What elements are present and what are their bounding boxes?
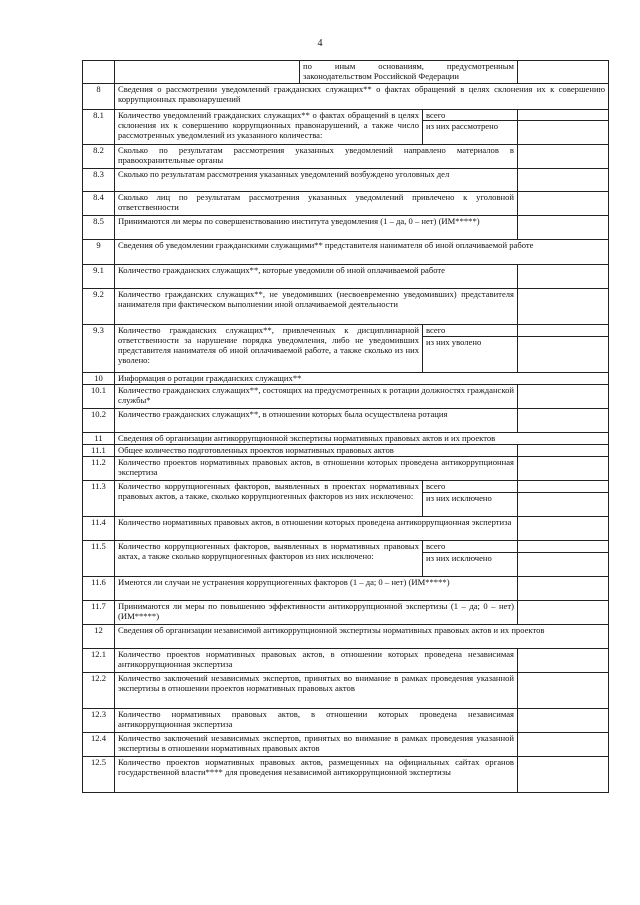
table-row: [83, 289, 609, 325]
sub-label: из них уволено: [423, 337, 518, 373]
row-text: Количество проектов нормативных правовых актов, в отношении которых проведена независимая антикоррупционная экспертиза: [115, 649, 518, 673]
value-cell[interactable]: [518, 481, 609, 493]
row-number: 12.5: [83, 757, 115, 793]
row-text: Количество нормативных правовых актов, в отношении которых проведена независимая антикоррупционная экспертиза: [115, 709, 518, 733]
row-number: 11.3: [83, 481, 115, 517]
row-text: Количество нормативных правовых актов, в отношении которых проведена антикоррупционная экспертиза: [115, 517, 518, 541]
table-row: [83, 409, 609, 433]
table-row: [83, 325, 609, 337]
row-number: 11.2: [83, 457, 115, 481]
row-text: Количество проектов нормативных правовых актов, в отношении которых проведена антикоррупционная экспертиза: [115, 457, 518, 481]
row-number: 12.4: [83, 733, 115, 757]
section-title: Сведения об уведомлении гражданскими служащими** представителя нанимателя об иной оплачиваемой работе: [115, 240, 609, 265]
row-number: 8.3: [83, 169, 115, 192]
row-number: 9.3: [83, 325, 115, 373]
value-cell[interactable]: [518, 121, 609, 145]
section-title: Сведения о рассмотрении уведомлений гражданских служащих** о фактах обращений в целях склонения их к совершению коррупционных правонарушений: [115, 84, 609, 110]
value-cell[interactable]: [518, 517, 609, 541]
row-text: Количество гражданских служащих**, привлеченных к дисциплинарной ответственности за нарушение порядка уведомления, либо не уведомивших представителя нанимателя об иной оплачиваемой работе, а также сколько из них уволено:: [115, 325, 423, 373]
value-cell[interactable]: [518, 601, 609, 625]
sub-label: из них рассмотрено: [423, 121, 518, 145]
section-header-row: [83, 433, 609, 445]
row-text: Имеются ли случаи не устранения коррупциогенных факторов (1 – да; 0 – нет) (ИМ*****): [115, 577, 518, 601]
row-text: Количество заключений независимых экспертов, принятых во внимание в рамках проведения указанной экспертизы в отношении проектов нормативных правовых актов: [115, 673, 518, 709]
table-row: [83, 649, 609, 673]
value-cell[interactable]: [518, 709, 609, 733]
table-row: [83, 110, 609, 121]
sub-label: из них исключено: [423, 493, 518, 517]
row-text: Количество гражданских служащих**, не уведомивших (несвоевременно уведомивших) представителя нанимателя при фактическом выполнении иной оплачиваемой деятельности: [115, 289, 518, 325]
table-row-continuation: [83, 61, 609, 84]
table-row: [83, 445, 609, 457]
row-number: 11.5: [83, 541, 115, 577]
value-cell[interactable]: [518, 445, 609, 457]
value-cell[interactable]: [518, 192, 609, 216]
table-row: [83, 169, 609, 192]
value-cell[interactable]: [518, 289, 609, 325]
row-text: Количество гражданских служащих**, состоящих на предусмотренных к ротации должностях гражданской службы*: [115, 385, 518, 409]
row-text: Принимаются ли меры по совершенствованию института уведомления (1 – да, 0 – нет) (ИМ*****): [115, 216, 518, 240]
section-header-row: [83, 373, 609, 385]
row-text: Сколько лиц по результатам рассмотрения указанных уведомлений привлечено к уголовной ответственности: [115, 192, 518, 216]
value-cell[interactable]: [518, 409, 609, 433]
sub-label: всего: [423, 481, 518, 493]
row-number: 11: [83, 433, 115, 445]
row-number: 10: [83, 373, 115, 385]
row-number: 8: [83, 84, 115, 110]
row-number: 11.4: [83, 517, 115, 541]
table-row: [83, 457, 609, 481]
row-number: 8.2: [83, 145, 115, 169]
value-cell[interactable]: [518, 169, 609, 192]
table-row: [83, 757, 609, 793]
table-row: [83, 601, 609, 625]
row-text: Количество гражданских служащих**, которые уведомили об иной оплачиваемой работе: [115, 265, 518, 289]
section-header-row: [83, 240, 609, 265]
value-cell[interactable]: [518, 110, 609, 121]
section-title: Сведения об организации антикоррупционной экспертизы нормативных правовых актов и их проектов: [115, 433, 609, 445]
value-cell[interactable]: [518, 216, 609, 240]
sub-label: всего: [423, 325, 518, 337]
text-cell-empty: [115, 61, 300, 84]
row-number: 11.6: [83, 577, 115, 601]
table-row: [83, 709, 609, 733]
value-cell[interactable]: [518, 673, 609, 709]
row-number: 12: [83, 625, 115, 649]
row-text: Количество уведомлений гражданских служащих** о фактах обращений в целях склонения их к совершению коррупционных правонарушений, а также число рассмотренных уведомлений из указанного количества:: [115, 110, 423, 145]
row-number: 11.1: [83, 445, 115, 457]
table-row: [83, 733, 609, 757]
value-cell[interactable]: [518, 145, 609, 169]
sub-label: всего: [423, 110, 518, 121]
section-header-row: [83, 625, 609, 649]
row-text: Принимаются ли меры по повышению эффективности антикоррупционной экспертизы (1 – да; 0 – нет) (ИМ*****): [115, 601, 518, 625]
section-header-row: [83, 84, 609, 110]
value-cell[interactable]: [518, 541, 609, 553]
value-cell[interactable]: [518, 385, 609, 409]
value-cell[interactable]: [518, 493, 609, 517]
table-row: [83, 265, 609, 289]
continuation-text: по иным основаниям, предусмотренным законодательством Российской Федерации: [300, 61, 518, 84]
table-row: [83, 385, 609, 409]
table-row: [83, 673, 609, 709]
table-row: [83, 577, 609, 601]
value-cell[interactable]: [518, 577, 609, 601]
row-text: Общее количество подготовленных проектов нормативных правовых актов: [115, 445, 518, 457]
value-cell[interactable]: [518, 337, 609, 373]
sub-label: всего: [423, 541, 518, 553]
value-cell[interactable]: [518, 757, 609, 793]
value-cell[interactable]: [518, 457, 609, 481]
row-text: Сколько по результатам рассмотрения указанных уведомлений возбуждено уголовных дел: [115, 169, 518, 192]
section-title: Информация о ротации гражданских служащих**: [115, 373, 609, 385]
report-table: [82, 60, 609, 793]
value-cell[interactable]: [518, 265, 609, 289]
page-number: 4: [317, 38, 323, 49]
value-cell[interactable]: [518, 61, 609, 84]
value-cell[interactable]: [518, 733, 609, 757]
table-row: [83, 145, 609, 169]
row-number: 12.1: [83, 649, 115, 673]
row-number: 8.1: [83, 110, 115, 145]
row-text: Количество коррупциогенных факторов, выявленных в нормативных правовых актах, а также сколько коррупциогенных факторов из них исключено:: [115, 541, 423, 577]
sub-label: из них исключено: [423, 553, 518, 577]
row-number: 8.5: [83, 216, 115, 240]
row-number: 8.4: [83, 192, 115, 216]
table-row: [83, 541, 609, 553]
row-number: 10.2: [83, 409, 115, 433]
row-number: 9.1: [83, 265, 115, 289]
row-text: Сколько по результатам рассмотрения указанных уведомлений направлено материалов в правоохранительные органы: [115, 145, 518, 169]
table-row: [83, 517, 609, 541]
table-row: [83, 192, 609, 216]
value-cell[interactable]: [518, 649, 609, 673]
row-number: 12.2: [83, 673, 115, 709]
row-text: Количество проектов нормативных правовых актов, размещенных на официальных сайтах органов государственной власти**** для проведения независимой антикоррупционной экспертизы: [115, 757, 518, 793]
row-text: Количество заключений независимых экспертов, принятых во внимание в рамках проведения указанной экспертизы в отношении нормативных правовых актов: [115, 733, 518, 757]
row-number: 9.2: [83, 289, 115, 325]
section-title: Сведения об организации независимой антикоррупционной экспертизы нормативных правовых актов и их проектов: [115, 625, 609, 649]
table-row: [83, 481, 609, 493]
value-cell[interactable]: [518, 553, 609, 577]
row-number: 9: [83, 240, 115, 265]
row-number: 11.7: [83, 601, 115, 625]
row-text: Количество коррупциогенных факторов, выявленных в проектах нормативных правовых актов, а также, сколько коррупциогенных факторов из них исключено:: [115, 481, 423, 517]
value-cell[interactable]: [518, 325, 609, 337]
row-text: Количество гражданских служащих**, в отношении которых была осуществлена ротация: [115, 409, 518, 433]
table-row: [83, 216, 609, 240]
row-number: 10.1: [83, 385, 115, 409]
row-number-cell: [83, 61, 115, 84]
row-number: 12.3: [83, 709, 115, 733]
